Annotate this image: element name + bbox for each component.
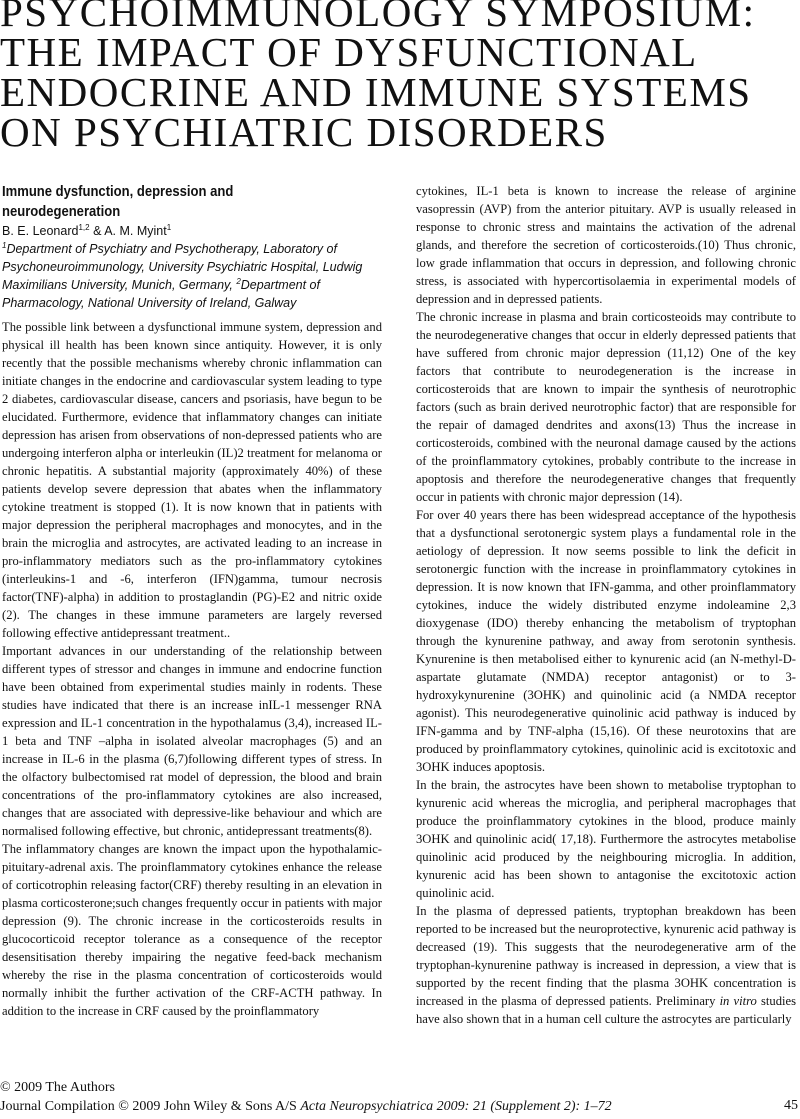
body-paragraph: The inflammatory changes are known the impact upon the hypothalamic-pituitary-adrenal axis. The proinflammatory cytokines enhance the release of corticotrophin releasing factor(CRF) thereby resulting in an elevation in plasma corticosterone;such changes frequently occur in patients with major depression (9). The chronic increase in the corticosteroids results in glucocorticoid receptor tolerance as a consequence of the receptor desensitisation thereby impairing the negative feed-back mechanism whereby the rise in the plasma concentration of corticosteroids would normally inhibit the further activation of the CRF-ACTH pathway. In addition to the increase in CRF caused by the proinflammatory [2,842,382,1018]
affiliation: Department of Psychiatry and Psychotherapy, Laboratory of Psychoneuroimmunology, University Psychiatric Hospital, Ludwig Maximilians University, Munich, Germany, [2,242,363,292]
paragraph-text: In the plasma of depressed patients, tryptophan breakdown has been reported to be increased but the neuroprotective, kynurenic acid pathway is decreased (19). This suggests that the neurodegenerative arm of the tryptophan-kynurenine pathway is increased in depression, a view that is supported by the recent finding that the plasma 3OHK concentration is increased in the plasma of depressed patients. Preliminary [416,904,796,1008]
body-paragraph: cytokines, IL-1 beta is known to increase the release of arginine vasopressin (AVP) from the anterior pituitary. AVP is usually released in response to chronic stress and maintains the activation of the adrenal glands, and therefore the secretion of corticosteroids.(10) Thus chronic, low grade inflammation that occurs in depression, and following chronic stress, is associated with hypercortisolaemia in experimental models of depression and in depressed patients. [416,184,796,306]
author-separator: & [93,224,102,238]
body-paragraph: In the brain, the astrocytes have been shown to metabolise tryptophan to kynurenic acid whereas the microglia, and peripheral macrophages that produce the proinflammatory cytokines in the blood, produce mainly 3OHK and quinolinic acid( 17,18). Furthermore the astrocytes metabolise quinolinic acid produced by the neighbouring microglia. In addition, kynurenic acid has been shown to antagonise the excitotoxic action quinolinic acid. [416,778,796,900]
author-affiliation-marker: 1,2 [78,222,90,232]
symposium-title-line: PSYCHOIMMUNOLOGY SYMPOSIUM: [0,0,756,35]
paragraph-text: studies have also shown that in a human cell culture the astrocytes are particularly [416,994,796,1026]
footer-journal-line [0,1098,800,1116]
italic-term: in vitro [719,994,757,1008]
symposium-title [0,0,800,155]
page-number: 45 [784,1098,798,1113]
affiliation-marker: 2 [236,276,241,286]
author-name: A. M. Myint [104,224,167,238]
body-paragraph: The chronic increase in plasma and brain corticosteoids may contribute to the neurodegenerative changes that occur in elderly depressed patients that have suffered from chronic major depression (11,12) One of the key factors that contribute to neurodegeneration is the increase in corticosteroids that are known to impair the synthesis of neurotrophic factors (such as brain derived neurotrophic factor) that are responsible for the repair of damaged dendrites and axons(13) Thus the increase in corticosteroids, combined with the neuronal damage caused by the actions of the proinflammatory cytokines, probably contribute to the increase in apoptosis and therefore the neurodegenerative changes that frequently occur in patients with chronic major depression (14). [416,310,796,504]
right-column [416,182,796,1028]
author-name: B. E. Leonard [2,224,79,238]
left-column [2,182,382,1020]
author-affiliation-marker: 1 [166,222,172,232]
author-line [2,222,382,240]
footer-copyright: © 2009 The Authors [0,1080,115,1095]
body-paragraph: For over 40 years there has been widespread acceptance of the hypothesis that a dysfunctional serotonergic system plays a fundamental role in the aetiology of depression. It now seems possible to link the deficit in serotonergic function with the increase in proinflammatory cytokines in depression. It is now known that IFN-gamma, and other proinflammatory cytokines, induce the widely distributed enzyme indoleamine 2,3 dioxygenase (IDO) thereby enhancing the metabolism of tryptophan through the kynurenine pathway, and away from serotonin synthesis. Kynurenine is then metabolised either to kynurenic acid (an N-methyl-D-aspartate glutamate (NMDA) receptor antagonist) or to 3-hydroxykynurenine (3OHK) and quinolinic acid (a NMDA receptor agonist). This neurodegenerative quinolinic acid pathway is induced by IFN-gamma and by TNF-alpha (15,16). Of these neurotoxins that are produced by proinflammatory cytokines, quinolinic acid is excitotoxic and 3OHK induces apoptosis. [416,508,796,774]
body-paragraph: The possible link between a dysfunctional immune system, depression and physical ill health has been known since antiquity. However, it is only recently that the possible mechanisms whereby chronic inflammation can initiate changes in the endocrine and cardiovascular system leading to type 2 diabetes, cardiovascular disease, cancers and psoriasis, have begun to be elucidated. Furthermore, evidence that inflammatory changes can initiate depression has arisen from observations of non-depressed patients who are undergoing interferon alpha or interleukin (IL)2 treatment for melanoma or chronic hepatitis. A substantial majority (approximately 40%) of these patients develop severe depression that abates when the inflammatory cytokine treatment is stopped (1). It is now known that in patients with major depression the peripheral macrophages and monocytes, and in the brain the microglia and astrocytes, are activated leading to an increase in pro-inflammatory mediators such as the pro-inflammatory cytokines (interleukins-1 and -6, interferon (IFN)gamma, tumour necrosis factor(TNF)-alpha) in addition to prostaglandin (PG)-E2 and nitric oxide (2). The changes in these immune parameters are largely reversed following effective antidepressant treatment.. [2,320,382,640]
symposium-title-line: ENDOCRINE AND IMMUNE SYSTEMS [0,69,752,115]
affiliation-marker: 1 [2,240,7,250]
body-paragraph: Important advances in our understanding of the relationship between different types of stressor and changes in immune and endocrine function have been obtained from experimental studies mainly in rodents. These studies have indicated that there is an increase inIL-1 messenger RNA expression and IL-1 concentration in the hypothalamus (3,4), increased IL-1 beta and TNF –alpha in isolated alveolar macrophages (5) and an increase in IL-6 in the plasma (6,7)following different types of stress. In the olfactory bulbectomised rat model of depression, the blood and brain concentrations of the pro-inflammatory cytokines are also increased, changes that are associated with depressive-like behaviour and which are normalised following effective, but chronic, antidepressant treatments(8). [2,644,382,838]
affiliations [2,240,382,312]
symposium-title-line: ON PSYCHIATRIC DISORDERS [0,109,608,155]
symposium-title-line: THE IMPACT OF DYSFUNCTIONAL [0,29,698,75]
body-paragraph [416,902,796,1028]
article-title: Immune dysfunction, depression and neurodegeneration [2,184,234,220]
footer-compilation: Journal Compilation © 2009 John Wiley & Sons A/S [0,1099,297,1114]
affiliation: Department of Pharmacology, National University of Ireland, Galway [2,278,320,310]
footer-journal-citation: Acta Neuropsychiatrica 2009: 21 (Supplement 2): 1–72 [300,1099,612,1114]
